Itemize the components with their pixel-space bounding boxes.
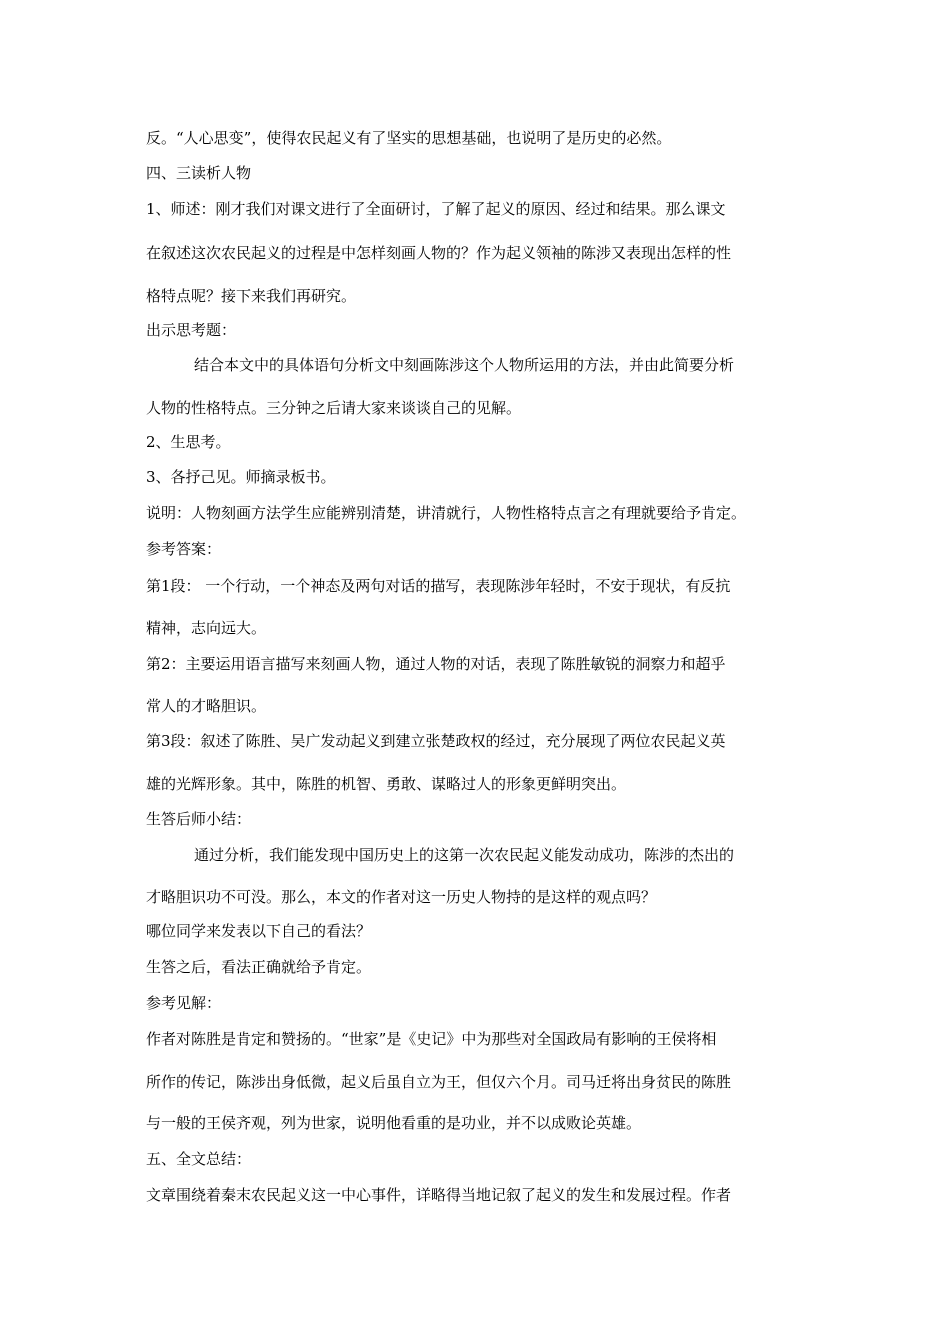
text-line: 参考见解： <box>146 994 222 1012</box>
text-line: 生答之后，看法正确就给予肯定。 <box>146 958 372 976</box>
text-line: 2、生思考。 <box>146 433 231 451</box>
text-line: 格特点呢？接下来我们再研究。 <box>146 287 357 305</box>
text-line: 参考答案： <box>146 540 222 558</box>
text-line: 反。“人心思变”，使得农民起义有了坚实的思想基础，也说明了是历史的必然。 <box>146 129 672 147</box>
text-line: 3、各抒己见。师摘录板书。 <box>146 468 336 486</box>
text-line: 第2：主要运用语言描写来刻画人物，通过人物的对话，表现了陈胜敏锐的洞察力和超乎 <box>146 655 726 673</box>
text-line: 通过分析，我们能发现中国历史上的这第一次农民起义能发动成功，陈涉的杰出的 <box>194 846 735 864</box>
text-line: 雄的光辉形象。其中，陈胜的机智、勇敢、谋略过人的形象更鲜明突出。 <box>146 775 627 793</box>
text-line: 精神，志向远大。 <box>146 619 267 637</box>
text-line: 说明：人物刻画方法学生应能辨别清楚，讲清就行，人物性格特点言之有理就要给予肯定。 <box>146 504 747 522</box>
text-line: 哪位同学来发表以下自己的看法？ <box>146 922 372 940</box>
section-heading: 四、三读析人物 <box>146 164 252 182</box>
text-line: 生答后师小结： <box>146 810 252 828</box>
text-line: 文章围绕着秦末农民起义这一中心事件，详略得当地记叙了起义的发生和发展过程。作者 <box>146 1186 732 1204</box>
text-line: 第1段： 一个行动，一个神态及两句对话的描写，表现陈涉年轻时，不安于现状，有反抗 <box>146 577 731 595</box>
text-line: 人物的性格特点。三分钟之后请大家来谈谈自己的见解。 <box>146 399 522 417</box>
text-line: 才略胆识功不可没。那么，本文的作者对这一历史人物持的是这样的观点吗？ <box>146 888 657 906</box>
text-line: 所作的传记，陈涉出身低微，起义后虽自立为王，但仅六个月。司马迁将出身贫民的陈胜 <box>146 1073 732 1091</box>
section-heading: 五、全文总结： <box>146 1150 252 1168</box>
text-line: 与一般的王侯齐观，列为世家，说明他看重的是功业，并不以成败论英雄。 <box>146 1114 642 1132</box>
text-line: 在叙述这次农民起义的过程是中怎样刻画人物的？作为起义领袖的陈涉又表现出怎样的性 <box>146 244 732 262</box>
text-line: 结合本文中的具体语句分析文中刻画陈涉这个人物所运用的方法，并由此简要分析 <box>194 356 735 374</box>
text-line: 作者对陈胜是肯定和赞扬的。“世家”是《史记》中为那些对全国政局有影响的王侯将相 <box>146 1030 717 1048</box>
text-line: 出示思考题： <box>146 321 237 339</box>
text-line: 第3段：叙述了陈胜、吴广发动起义到建立张楚政权的经过，充分展现了两位农民起义英 <box>146 732 726 750</box>
text-line: 常人的才略胆识。 <box>146 697 267 715</box>
text-line: 1、师述：刚才我们对课文进行了全面研讨，了解了起义的原因、经过和结果。那么课文 <box>146 200 726 218</box>
